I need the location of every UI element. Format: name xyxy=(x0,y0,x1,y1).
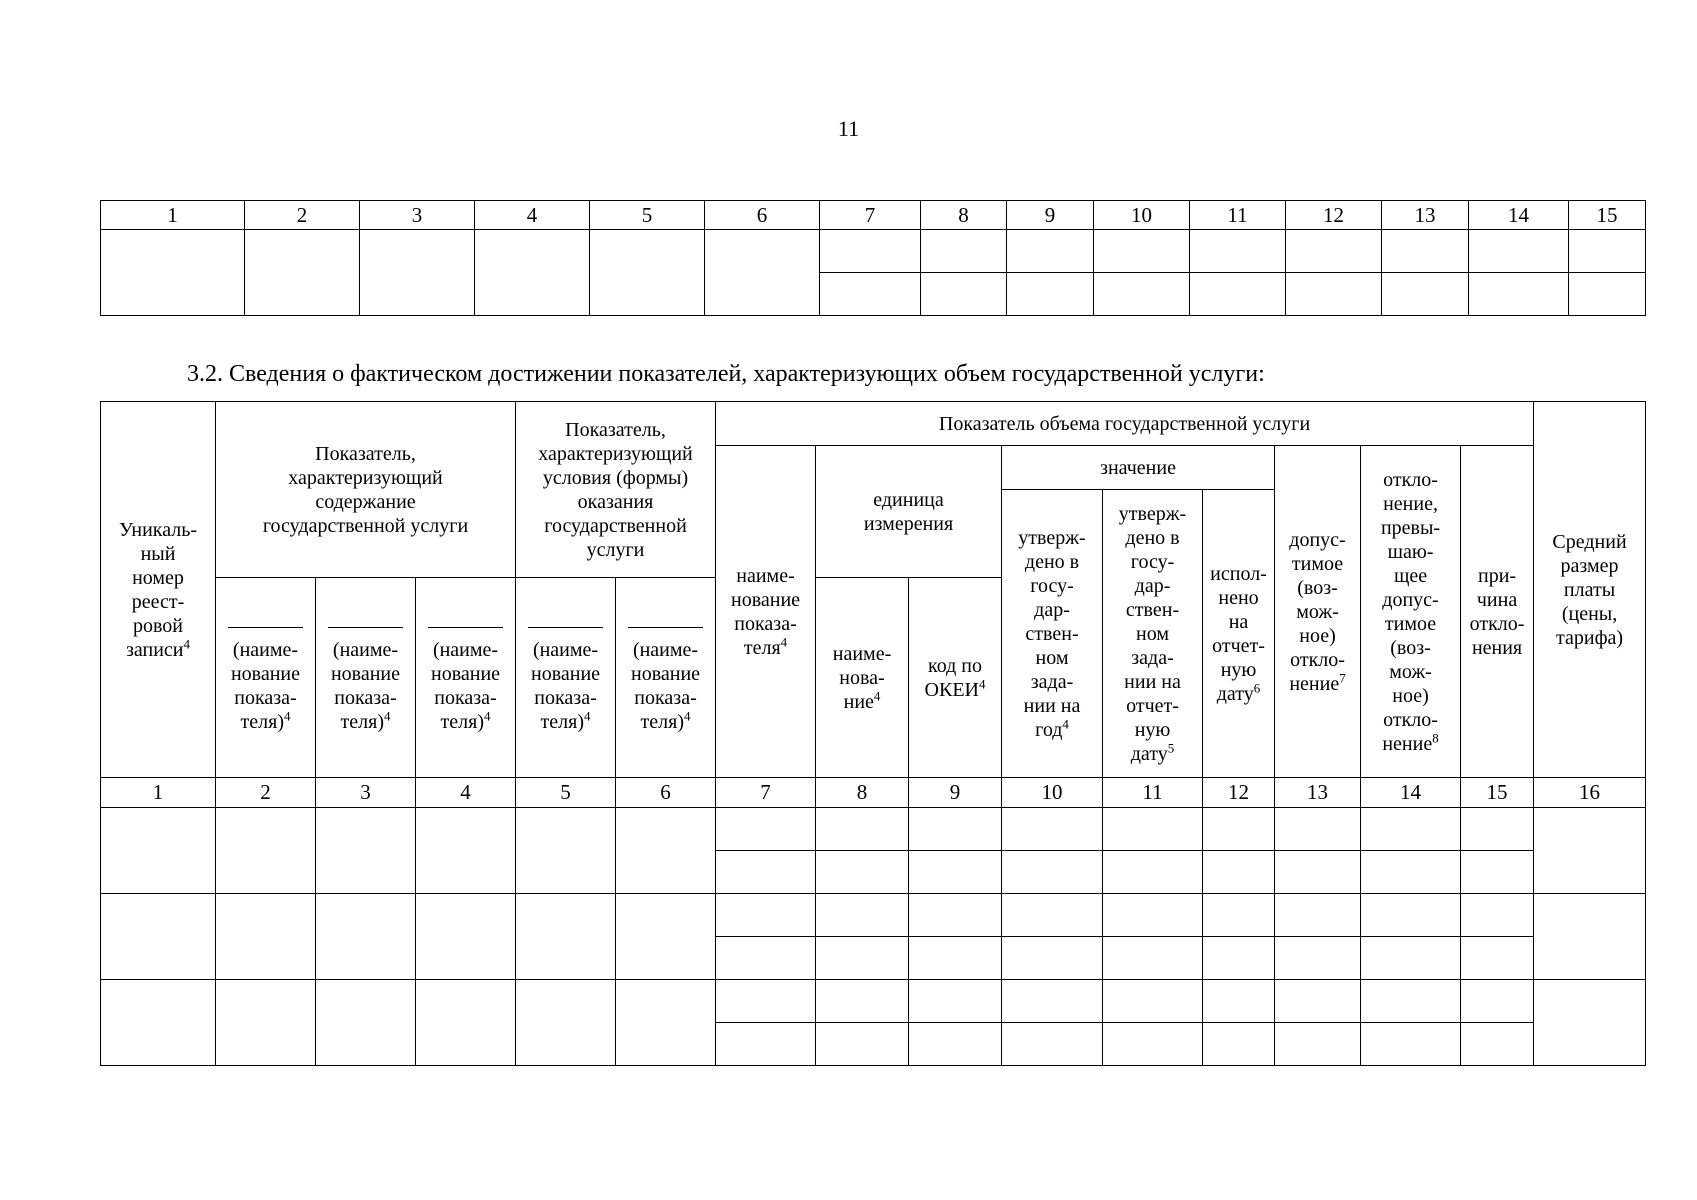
column-number: 10 xyxy=(1002,778,1103,808)
table-cell xyxy=(216,894,316,980)
column-number-row xyxy=(101,778,1646,808)
column-number: 11 xyxy=(1103,778,1203,808)
column-number: 1 xyxy=(101,201,245,230)
table-cell xyxy=(816,894,909,937)
header-executed: испол- нено на отчет- ную дату$^6$ xyxy=(1203,490,1275,778)
header-exceeding-deviation: откло- нение, превы- шаю- щее допус- тимое (воз- мож- ное) откло- нение$^8$ xyxy=(1361,446,1461,778)
table-cell xyxy=(616,808,716,894)
table-cell xyxy=(1275,1023,1361,1066)
table-cell xyxy=(475,230,590,316)
column-number-row xyxy=(101,201,1646,230)
header-unique-number: Уникаль- ный номер реест- ровой записи$^4$ xyxy=(101,402,216,778)
table-cell xyxy=(1382,273,1469,316)
column-number: 13 xyxy=(1275,778,1361,808)
table-cell xyxy=(101,894,216,980)
header-allowed-deviation: допус- тимое (воз- мож- ное) откло- нение$^7$ xyxy=(1275,446,1361,778)
table-cell xyxy=(1534,894,1646,980)
table-cell xyxy=(816,980,909,1023)
column-number: 14 xyxy=(1469,201,1569,230)
table-cell xyxy=(816,937,909,980)
section-title: 3.2. Сведения о фактическом достижении показателей, характеризующих объем государственной услуги: xyxy=(187,361,1265,387)
column-number: 15 xyxy=(1461,778,1534,808)
column-number: 5 xyxy=(516,778,616,808)
table-cell xyxy=(1275,851,1361,894)
table-cell xyxy=(516,894,616,980)
table-cell xyxy=(516,808,616,894)
column-number: 9 xyxy=(909,778,1002,808)
table-cell xyxy=(1007,230,1094,273)
table-cell xyxy=(1461,937,1534,980)
column-number: 2 xyxy=(216,778,316,808)
table-cell xyxy=(1094,230,1190,273)
table-cell xyxy=(1469,273,1569,316)
table-cell xyxy=(921,273,1007,316)
table-cell xyxy=(716,851,816,894)
table-row xyxy=(101,980,1646,1023)
table-cell xyxy=(909,808,1002,851)
header-approved-year: утверж- дено в госу- дар- ствен- ном зада- нии на год$^4$ xyxy=(1002,490,1103,778)
table-row xyxy=(101,894,1646,937)
column-number: 4 xyxy=(416,778,516,808)
table-cell xyxy=(1275,894,1361,937)
header-row xyxy=(101,402,1646,446)
table-cell xyxy=(1103,851,1203,894)
table-cell xyxy=(1534,808,1646,894)
column-number: 16 xyxy=(1534,778,1646,808)
table-cell xyxy=(1190,230,1286,273)
table-cell xyxy=(1382,230,1469,273)
column-number: 11 xyxy=(1190,201,1286,230)
table-cell xyxy=(1275,980,1361,1023)
table-cell xyxy=(416,980,516,1066)
header-content-indicator: Показатель, характеризующий содержание государственной услуги xyxy=(216,402,516,578)
header-conditions-indicator: Показатель, характеризующий условия (формы) оказания государственной услуги xyxy=(516,402,716,578)
table-cell xyxy=(216,980,316,1066)
table-cell xyxy=(1103,937,1203,980)
column-number: 8 xyxy=(921,201,1007,230)
table-cell xyxy=(1007,273,1094,316)
table-cell xyxy=(705,230,820,316)
table-cell xyxy=(101,808,216,894)
table-cell xyxy=(1002,1023,1103,1066)
table-cell xyxy=(1361,894,1461,937)
table-cell xyxy=(716,980,816,1023)
column-number: 7 xyxy=(820,201,921,230)
column-number: 9 xyxy=(1007,201,1094,230)
table-cell xyxy=(716,808,816,851)
column-number: 10 xyxy=(1094,201,1190,230)
table-cell xyxy=(1002,937,1103,980)
table-cell xyxy=(1286,230,1382,273)
table-cell xyxy=(1286,273,1382,316)
table-cell xyxy=(816,1023,909,1066)
table-cell xyxy=(1103,894,1203,937)
column-number: 7 xyxy=(716,778,816,808)
table-cell xyxy=(616,894,716,980)
column-number: 3 xyxy=(360,201,475,230)
header-conditions-subindicator: (наиме- нование показа- теля)$^4$ xyxy=(616,578,716,778)
table-cell xyxy=(1275,937,1361,980)
table-cell xyxy=(1461,808,1534,851)
table-cell xyxy=(216,808,316,894)
column-number: 14 xyxy=(1361,778,1461,808)
column-number: 5 xyxy=(590,201,705,230)
column-number: 2 xyxy=(245,201,360,230)
header-value: значение xyxy=(1002,446,1275,490)
volume-indicators-table xyxy=(100,401,1646,1066)
table-cell xyxy=(909,980,1002,1023)
header-unit-name: наиме- нова- ние$^4$ xyxy=(816,578,909,778)
table-cell xyxy=(1469,230,1569,273)
table-cell xyxy=(716,937,816,980)
table-cell xyxy=(1203,808,1275,851)
table-cell xyxy=(101,230,245,316)
column-number: 12 xyxy=(1203,778,1275,808)
table-cell xyxy=(1361,937,1461,980)
table-cell xyxy=(1002,894,1103,937)
header-content-subindicator: (наиме- нование показа- теля)$^4$ xyxy=(416,578,516,778)
table-cell xyxy=(1461,1023,1534,1066)
table-cell xyxy=(1103,980,1203,1023)
table-cell xyxy=(1569,273,1646,316)
column-number: 12 xyxy=(1286,201,1382,230)
table-cell xyxy=(820,273,921,316)
column-number: 1 xyxy=(101,778,216,808)
table-cell xyxy=(316,980,416,1066)
table-cell xyxy=(820,230,921,273)
table-cell xyxy=(1461,894,1534,937)
table-cell xyxy=(909,1023,1002,1066)
table-cell xyxy=(1275,808,1361,851)
table-row xyxy=(101,808,1646,851)
continuation-table xyxy=(100,200,1646,316)
table-cell xyxy=(316,894,416,980)
table-cell xyxy=(1361,808,1461,851)
table-cell xyxy=(1203,980,1275,1023)
table-cell xyxy=(1002,851,1103,894)
table-cell xyxy=(1190,273,1286,316)
table-cell xyxy=(1361,851,1461,894)
table-cell xyxy=(909,894,1002,937)
column-number: 6 xyxy=(616,778,716,808)
column-number: 3 xyxy=(316,778,416,808)
column-number: 6 xyxy=(705,201,820,230)
table-cell xyxy=(1002,808,1103,851)
header-indicator-name: наиме- нование показа- теля$^4$ xyxy=(716,446,816,778)
table-cell xyxy=(921,230,1007,273)
table-cell xyxy=(716,1023,816,1066)
table-cell xyxy=(616,980,716,1066)
table-cell xyxy=(245,230,360,316)
column-number: 13 xyxy=(1382,201,1469,230)
header-content-subindicator: (наиме- нование показа- теля)$^4$ xyxy=(316,578,416,778)
table-cell xyxy=(1361,980,1461,1023)
table-cell xyxy=(1361,1023,1461,1066)
table-cell xyxy=(1203,894,1275,937)
table-cell xyxy=(1534,980,1646,1066)
header-average-fee: Средний размер платы (цены, тарифа) xyxy=(1534,402,1646,778)
table-cell xyxy=(909,851,1002,894)
header-unit: единица измерения xyxy=(816,446,1002,578)
table-cell xyxy=(1203,1023,1275,1066)
table-cell xyxy=(516,980,616,1066)
header-conditions-subindicator: (наиме- нование показа- теля)$^4$ xyxy=(516,578,616,778)
table-cell xyxy=(416,808,516,894)
table-cell xyxy=(1103,1023,1203,1066)
table-cell xyxy=(816,808,909,851)
table-cell xyxy=(1094,273,1190,316)
header-volume-indicator: Показатель объема государственной услуги xyxy=(716,402,1534,446)
table-cell xyxy=(416,894,516,980)
table-cell xyxy=(716,894,816,937)
table-cell xyxy=(316,808,416,894)
table-cell xyxy=(101,980,216,1066)
header-deviation-reason: при- чина откло- нения xyxy=(1461,446,1534,778)
table-cell xyxy=(1569,230,1646,273)
column-number: 4 xyxy=(475,201,590,230)
table-cell xyxy=(1103,808,1203,851)
page-number: 11 xyxy=(837,116,860,141)
table-cell xyxy=(590,230,705,316)
header-content-subindicator: (наиме- нование показа- теля)$^4$ xyxy=(216,578,316,778)
header-okei-code: код по ОКЕИ$^4$ xyxy=(909,578,1002,778)
header-approved-date: утверж- дено в госу- дар- ствен- ном зада- нии на отчет- ную дату$^5$ xyxy=(1103,490,1203,778)
column-number: 15 xyxy=(1569,201,1646,230)
column-number: 8 xyxy=(816,778,909,808)
table-cell xyxy=(360,230,475,316)
table-cell xyxy=(909,937,1002,980)
table-cell xyxy=(1203,937,1275,980)
table-row xyxy=(101,230,1646,273)
table-cell xyxy=(1461,851,1534,894)
table-cell xyxy=(1461,980,1534,1023)
table-cell xyxy=(1002,980,1103,1023)
table-cell xyxy=(816,851,909,894)
table-cell xyxy=(1203,851,1275,894)
